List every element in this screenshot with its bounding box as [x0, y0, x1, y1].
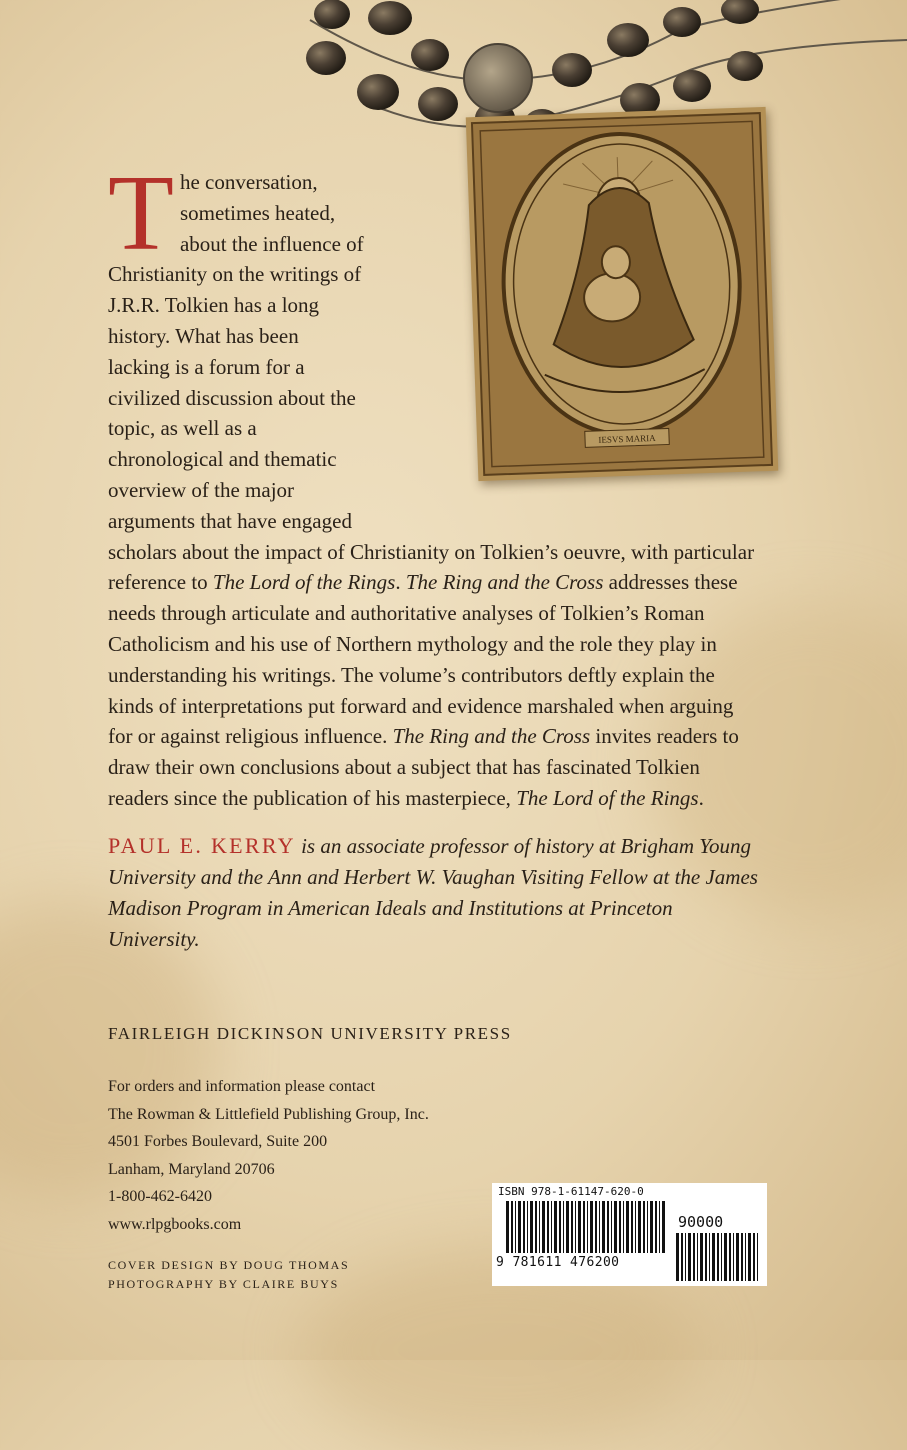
book-description: The conversation, sometimes heated, about the influence of Christianity on the writings of J.R.R. Tolkien has a long history. What has been lacking is a forum for a civilized discussion about the topic, as well as a chronological and thematic overview of the major arguments that have engaged scholars about the impact of Christianity on Tolkien’s oeuvre, with particular reference to The Lord of the Rings. The Ring and the Cross addresses these needs through articulate and authoritative analyses of Tolkien’s Roman Catholicism and his use of Northern mythology and the role they play in understanding his writings. The volume’s contributors deftly explain the kinds of interpretations put forward and evidence marshaled when arguing for or against religious influence. The Ring and the Cross invites readers to draw their own conclusions about a subject that has fascinated Tolkien readers since the publication of his masterpiece, The Lord of the Rings. — [108, 167, 758, 814]
description-part-4: invites readers to draw their own conclusions about a subject that has fascinated Tolkien readers since the publication of his masterpiece, — [108, 724, 739, 810]
title-lord-of-the-rings: The Lord of the Rings — [212, 570, 396, 595]
contact-line: For orders and information please contact — [108, 1078, 376, 1095]
title-ring-and-cross: The Ring and the Cross — [405, 570, 604, 595]
credit-line: COVER DESIGN BY DOUG THOMAS — [108, 1258, 350, 1272]
price-barcode-bars — [676, 1233, 760, 1281]
cover-credits — [108, 1256, 349, 1294]
isbn-text: ISBN 978-1-61147-620-0 — [498, 1185, 644, 1198]
description-part-1: he conversation, sometimes heated, about the influence of Christianity on the writings of J.R.R. Tolkien has a long history. What has been lacking is a forum for a civilized discussion about the topic, as well as a chronological and thematic overview of the major arguments that have engaged scholars about the impact of Christianity on Tolkien’s oeuvre, with particular reference to — [108, 170, 755, 595]
contact-info — [108, 1073, 429, 1238]
title-ring-and-cross-2: The Ring and the Cross — [392, 724, 591, 749]
author-bio-text: is an associate professor of history at Brigham Young University and the Ann and Herbert W. Vaughan Visiting Fellow at the James Madison Program in American Ideals and Institutions at Princeton University. — [108, 834, 758, 951]
publisher-name: FAIRLEIGH DICKINSON UNIVERSITY PRESS — [108, 1024, 512, 1043]
credit-line: PHOTOGRAPHY BY CLAIRE BUYS — [108, 1277, 339, 1291]
ean-digits: 9 781611 476200 — [496, 1255, 620, 1270]
drop-cap: T — [108, 154, 174, 273]
icon-inscription: IESVS MARIA — [598, 432, 656, 445]
contact-line: The Rowman & Littlefield Publishing Group, Inc. — [108, 1105, 429, 1123]
description-part-3: addresses these needs through articulate and authoritative analyses of Tolkien’s Roman Catholicism and his use of Northern mythology and the role they play in understanding his writings. The volume’s contributors deftly explain the kinds of interpretations put forward and evidence marshaled when arguing for or against religious influence. — [108, 570, 738, 749]
isbn-barcode — [492, 1183, 767, 1286]
contact-phone: 1-800-462-6420 — [108, 1188, 212, 1205]
author-bio — [108, 830, 768, 955]
contact-website: www.rlpgbooks.com — [108, 1215, 242, 1233]
title-lord-of-the-rings-2: The Lord of the Rings — [516, 785, 699, 810]
image-float-spacer — [364, 167, 758, 511]
price-code: 90000 — [678, 1213, 724, 1231]
contact-line: Lanham, Maryland 20706 — [108, 1160, 275, 1178]
author-name: PAUL E. KERRY — [108, 833, 296, 858]
contact-line: 4501 Forbes Boulevard, Suite 200 — [108, 1133, 328, 1150]
